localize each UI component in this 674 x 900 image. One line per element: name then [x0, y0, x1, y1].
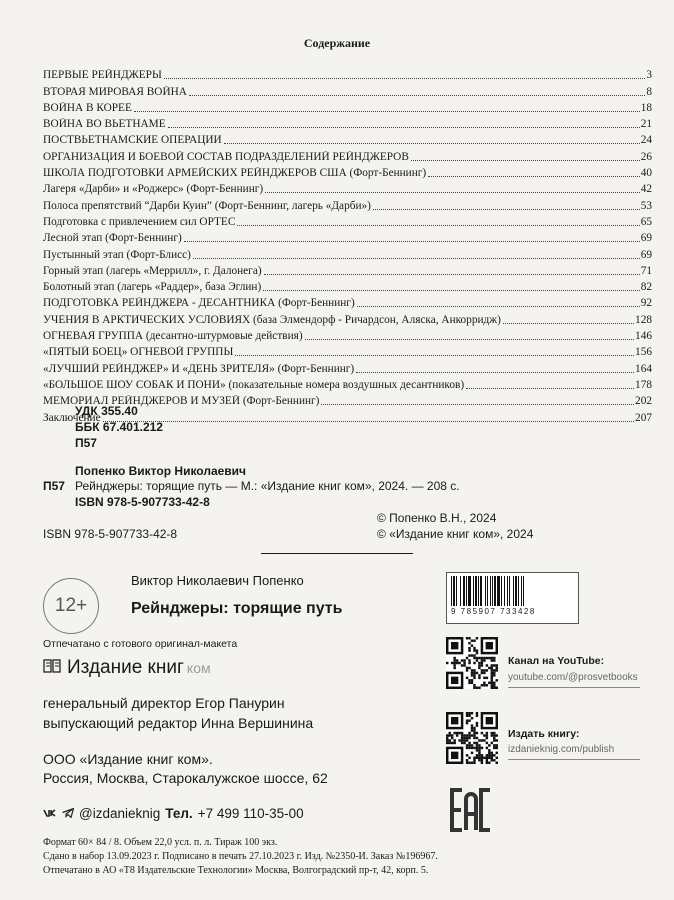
toc-leader-dots: [237, 225, 639, 226]
toc-entry: [43, 294, 652, 310]
org-address: Россия, Москва, Старокалужское шоссе, 62: [43, 770, 328, 786]
toc-leader-dots: [235, 355, 634, 356]
toc-entry-page: 69: [640, 248, 652, 261]
printed-from-note: Отпечатано с готового оригинал-макета: [43, 638, 238, 650]
publish-url[interactable]: izdanieknig.com/publish: [508, 744, 615, 755]
publish-label: Издать книгу:: [508, 728, 580, 740]
toc-leader-dots: [224, 143, 640, 144]
toc-entry-page: 40: [640, 167, 652, 180]
publish-qr-code: [446, 712, 498, 764]
editor-line: [43, 715, 313, 731]
toc-entry-title: ПЕРВЫЕ РЕЙНДЖЕРЫ: [43, 69, 162, 82]
toc-entry-page: 18: [640, 101, 652, 114]
toc-leader-dots: [265, 192, 640, 193]
author-mark-2: П57: [43, 479, 65, 493]
format-line: Формат 60× 84 / 8. Объем 22,0 усл. п. л. Тираж 100 экз.: [43, 837, 278, 848]
toc-entry-page: 8: [646, 85, 652, 98]
book-icon: [43, 657, 61, 679]
toc-entry-page: 202: [635, 395, 652, 408]
toc-entry-page: 65: [640, 215, 652, 228]
toc-leader-dots: [134, 111, 640, 112]
editor-name: Инна Вершинина: [200, 715, 314, 731]
publisher-suffix: ком: [186, 660, 211, 676]
toc-entry-page: 156: [635, 346, 652, 359]
toc-entry: [43, 245, 652, 261]
social-handle: @izdanieknig: [79, 806, 161, 821]
toc-leader-dots: [357, 306, 640, 307]
youtube-qr-code: [446, 637, 498, 689]
toc-entry-title: «ЛУЧШИЙ РЕЙНДЖЕР» И «ДЕНЬ ЗРИТЕЛЯ» (Форт-Беннинг): [43, 362, 355, 375]
toc-leader-dots: [321, 404, 634, 405]
toc-entry: [43, 115, 652, 131]
toc-entry: [43, 343, 652, 359]
bbk-code: ББК 67.401.212: [75, 420, 163, 434]
toc-entry-page: 24: [640, 134, 652, 147]
toc-entry: [43, 359, 652, 375]
toc-entry-page: 92: [640, 297, 652, 310]
copyright-publisher: © «Издание книг ком», 2024: [377, 527, 534, 541]
barcode-bar: [524, 576, 525, 606]
toc-entry: [43, 99, 652, 115]
phone-number: +7 499 110-35-00: [197, 806, 304, 821]
toc-leader-dots: [305, 339, 634, 340]
toc-leader-dots: [428, 176, 640, 177]
toc-entry-page: 69: [640, 232, 652, 245]
toc-entry: [43, 327, 652, 343]
toc-leader-dots: [466, 388, 634, 389]
toc-leader-dots: [103, 421, 634, 422]
toc-entry-title: Пустынный этап (Форт-Блисс): [43, 248, 191, 261]
contacts-line: [43, 806, 304, 821]
telegram-icon: [62, 806, 74, 821]
director-label: генеральный директор: [43, 695, 192, 711]
toc-leader-dots: [189, 95, 645, 96]
toc-entry-title: Полоса препятствий “Дарби Куин” (Форт-Беннинг, лагерь «Дарби»): [43, 199, 371, 212]
barcode-digits: 9 785907 733428: [451, 607, 536, 616]
toc-leader-dots: [164, 78, 646, 79]
toc-entry: [43, 376, 652, 392]
toc-entry-title: ПОДГОТОВКА РЕЙНДЖЕРА - ДЕСАНТНИКА (Форт-Беннинг): [43, 297, 355, 310]
toc-leader-dots: [184, 241, 640, 242]
phone-label: Тел.: [165, 806, 193, 821]
toc-leader-dots: [263, 290, 639, 291]
toc-entry-title: Лесной этап (Форт-Беннинг): [43, 232, 182, 245]
imprint-title: Рейнджеры: торящие путь: [131, 600, 343, 617]
toc-entry-title: ОГНЕВАЯ ГРУППА (десантно-штурмовые действия): [43, 330, 303, 343]
author-heading: Попенко Виктор Николаевич: [75, 464, 247, 478]
book-description: Рейнджеры: торящие путь — М.: «Издание книг ком», 2024. — 208 с.: [75, 479, 460, 493]
director-name: Егор Панурин: [195, 695, 285, 711]
toc-entry-page: 146: [635, 330, 652, 343]
youtube-label: Канал на YouTube:: [508, 655, 605, 667]
isbn-barcode: [446, 572, 579, 624]
eac-mark-icon: [450, 787, 492, 838]
publisher-name: Издание книг: [67, 657, 184, 678]
vk-icon: [43, 806, 57, 821]
toc-entry: [43, 278, 652, 294]
toc-leader-dots: [356, 372, 634, 373]
dates-line: Сдано в набор 13.09.2023 г. Подписано в печать 27.10.2023 г. Изд. №2350-И. Заказ №196967.: [43, 851, 438, 862]
toc-entry-title: Заключение: [43, 411, 101, 424]
toc-entry-title: ВТОРАЯ МИРОВАЯ ВОЙНА: [43, 85, 187, 98]
toc-entry-page: 21: [640, 118, 652, 131]
imprint-author: Виктор Николаевич Попенко: [131, 573, 304, 588]
toc-entry: [43, 82, 652, 98]
toc-entry-page: 164: [635, 362, 652, 375]
table-of-contents: [43, 66, 652, 425]
toc-entry: [43, 229, 652, 245]
age-rating-badge: 12+: [43, 578, 99, 634]
toc-entry-title: Горный этап (лагерь «Меррилл», г. Далонега): [43, 264, 262, 277]
editor-label: выпускающий редактор: [43, 715, 198, 731]
toc-leader-dots: [411, 160, 640, 161]
youtube-url[interactable]: youtube.com/@prosvetbooks: [508, 672, 638, 683]
toc-leader-dots: [193, 258, 640, 259]
toc-entry-page: 26: [640, 150, 652, 163]
toc-leader-dots: [264, 274, 640, 275]
toc-entry-page: 207: [635, 411, 652, 424]
udk-code: УДК 355.40: [75, 404, 138, 418]
toc-entry: [43, 147, 652, 163]
toc-entry-title: ВОЙНА ВО ВЬЕТНАМЕ: [43, 118, 166, 131]
toc-entry-title: ВОЙНА В КОРЕЕ: [43, 101, 132, 114]
toc-entry-title: ОРГАНИЗАЦИЯ И БОЕВОЙ СОСТАВ ПОДРАЗДЕЛЕНИЙ РЕЙНДЖЕРОВ: [43, 150, 409, 163]
toc-entry-title: ПОСТВЬЕТНАМСКИЕ ОПЕРАЦИИ: [43, 134, 222, 147]
toc-entry-title: Лагеря «Дарби» и «Роджерс» (Форт-Беннинг): [43, 183, 264, 196]
toc-entry-title: «ПЯТЫЙ БОЕЦ» ОГНЕВОЙ ГРУППЫ: [43, 346, 234, 359]
toc-entry: [43, 262, 652, 278]
toc-entry-page: 3: [646, 69, 652, 82]
toc-entry-title: ШКОЛА ПОДГОТОВКИ АРМЕЙСКИХ РЕЙНДЖЕРОВ США (Форт-Беннинг): [43, 167, 427, 180]
printer-line: Отпечатано в АО «Т8 Издательские Технологии» Москва, Волгоградский пр-т, 42, корп. 5.: [43, 865, 429, 876]
toc-leader-dots: [503, 323, 634, 324]
toc-entry-title: «БОЛЬШОЕ ШОУ СОБАК И ПОНИ» (показательные номера воздушных десантников): [43, 378, 465, 391]
toc-entry: [43, 180, 652, 196]
toc-entry-title: Подготовка с привлечением сил ОРТЕС: [43, 215, 236, 228]
toc-entry-page: 178: [635, 378, 652, 391]
publish-underline: [508, 759, 640, 760]
toc-entry-title: МЕМОРИАЛ РЕЙНДЖЕРОВ И МУЗЕЙ (Форт-Беннинг): [43, 395, 320, 408]
toc-entry-page: 53: [640, 199, 652, 212]
toc-entry-title: УЧЕНИЯ В АРКТИЧЕСКИХ УСЛОВИЯХ (база Элмендорф - Ричардсон, Аляска, Анкорридж): [43, 313, 501, 326]
toc-entry: [43, 213, 652, 229]
org-name: ООО «Издание книг ком».: [43, 751, 213, 767]
youtube-underline: [508, 687, 640, 688]
toc-entry: [43, 131, 652, 147]
toc-leader-dots: [373, 209, 640, 210]
toc-entry: [43, 66, 652, 82]
toc-entry-title: Болотный этап (лагерь «Раддер», база Эглин): [43, 281, 262, 294]
toc-entry: [43, 310, 652, 326]
toc-leader-dots: [168, 127, 640, 128]
toc-entry-page: 71: [640, 264, 652, 277]
director-line: [43, 695, 285, 711]
toc-entry: [43, 196, 652, 212]
isbn-bold: ISBN 978-5-907733-42-8: [75, 495, 210, 509]
toc-entry: [43, 164, 652, 180]
publisher-logo: [43, 657, 211, 679]
author-mark: П57: [75, 436, 97, 450]
toc-entry-page: 42: [640, 183, 652, 196]
divider: [261, 553, 413, 554]
toc-heading: Содержание: [303, 36, 371, 50]
toc-entry-page: 82: [640, 281, 652, 294]
isbn-line: ISBN 978-5-907733-42-8: [43, 527, 178, 541]
copyright-author: © Попенко В.Н., 2024: [377, 511, 497, 525]
toc-entry-page: 128: [635, 313, 652, 326]
barcode-bars: [451, 576, 574, 606]
